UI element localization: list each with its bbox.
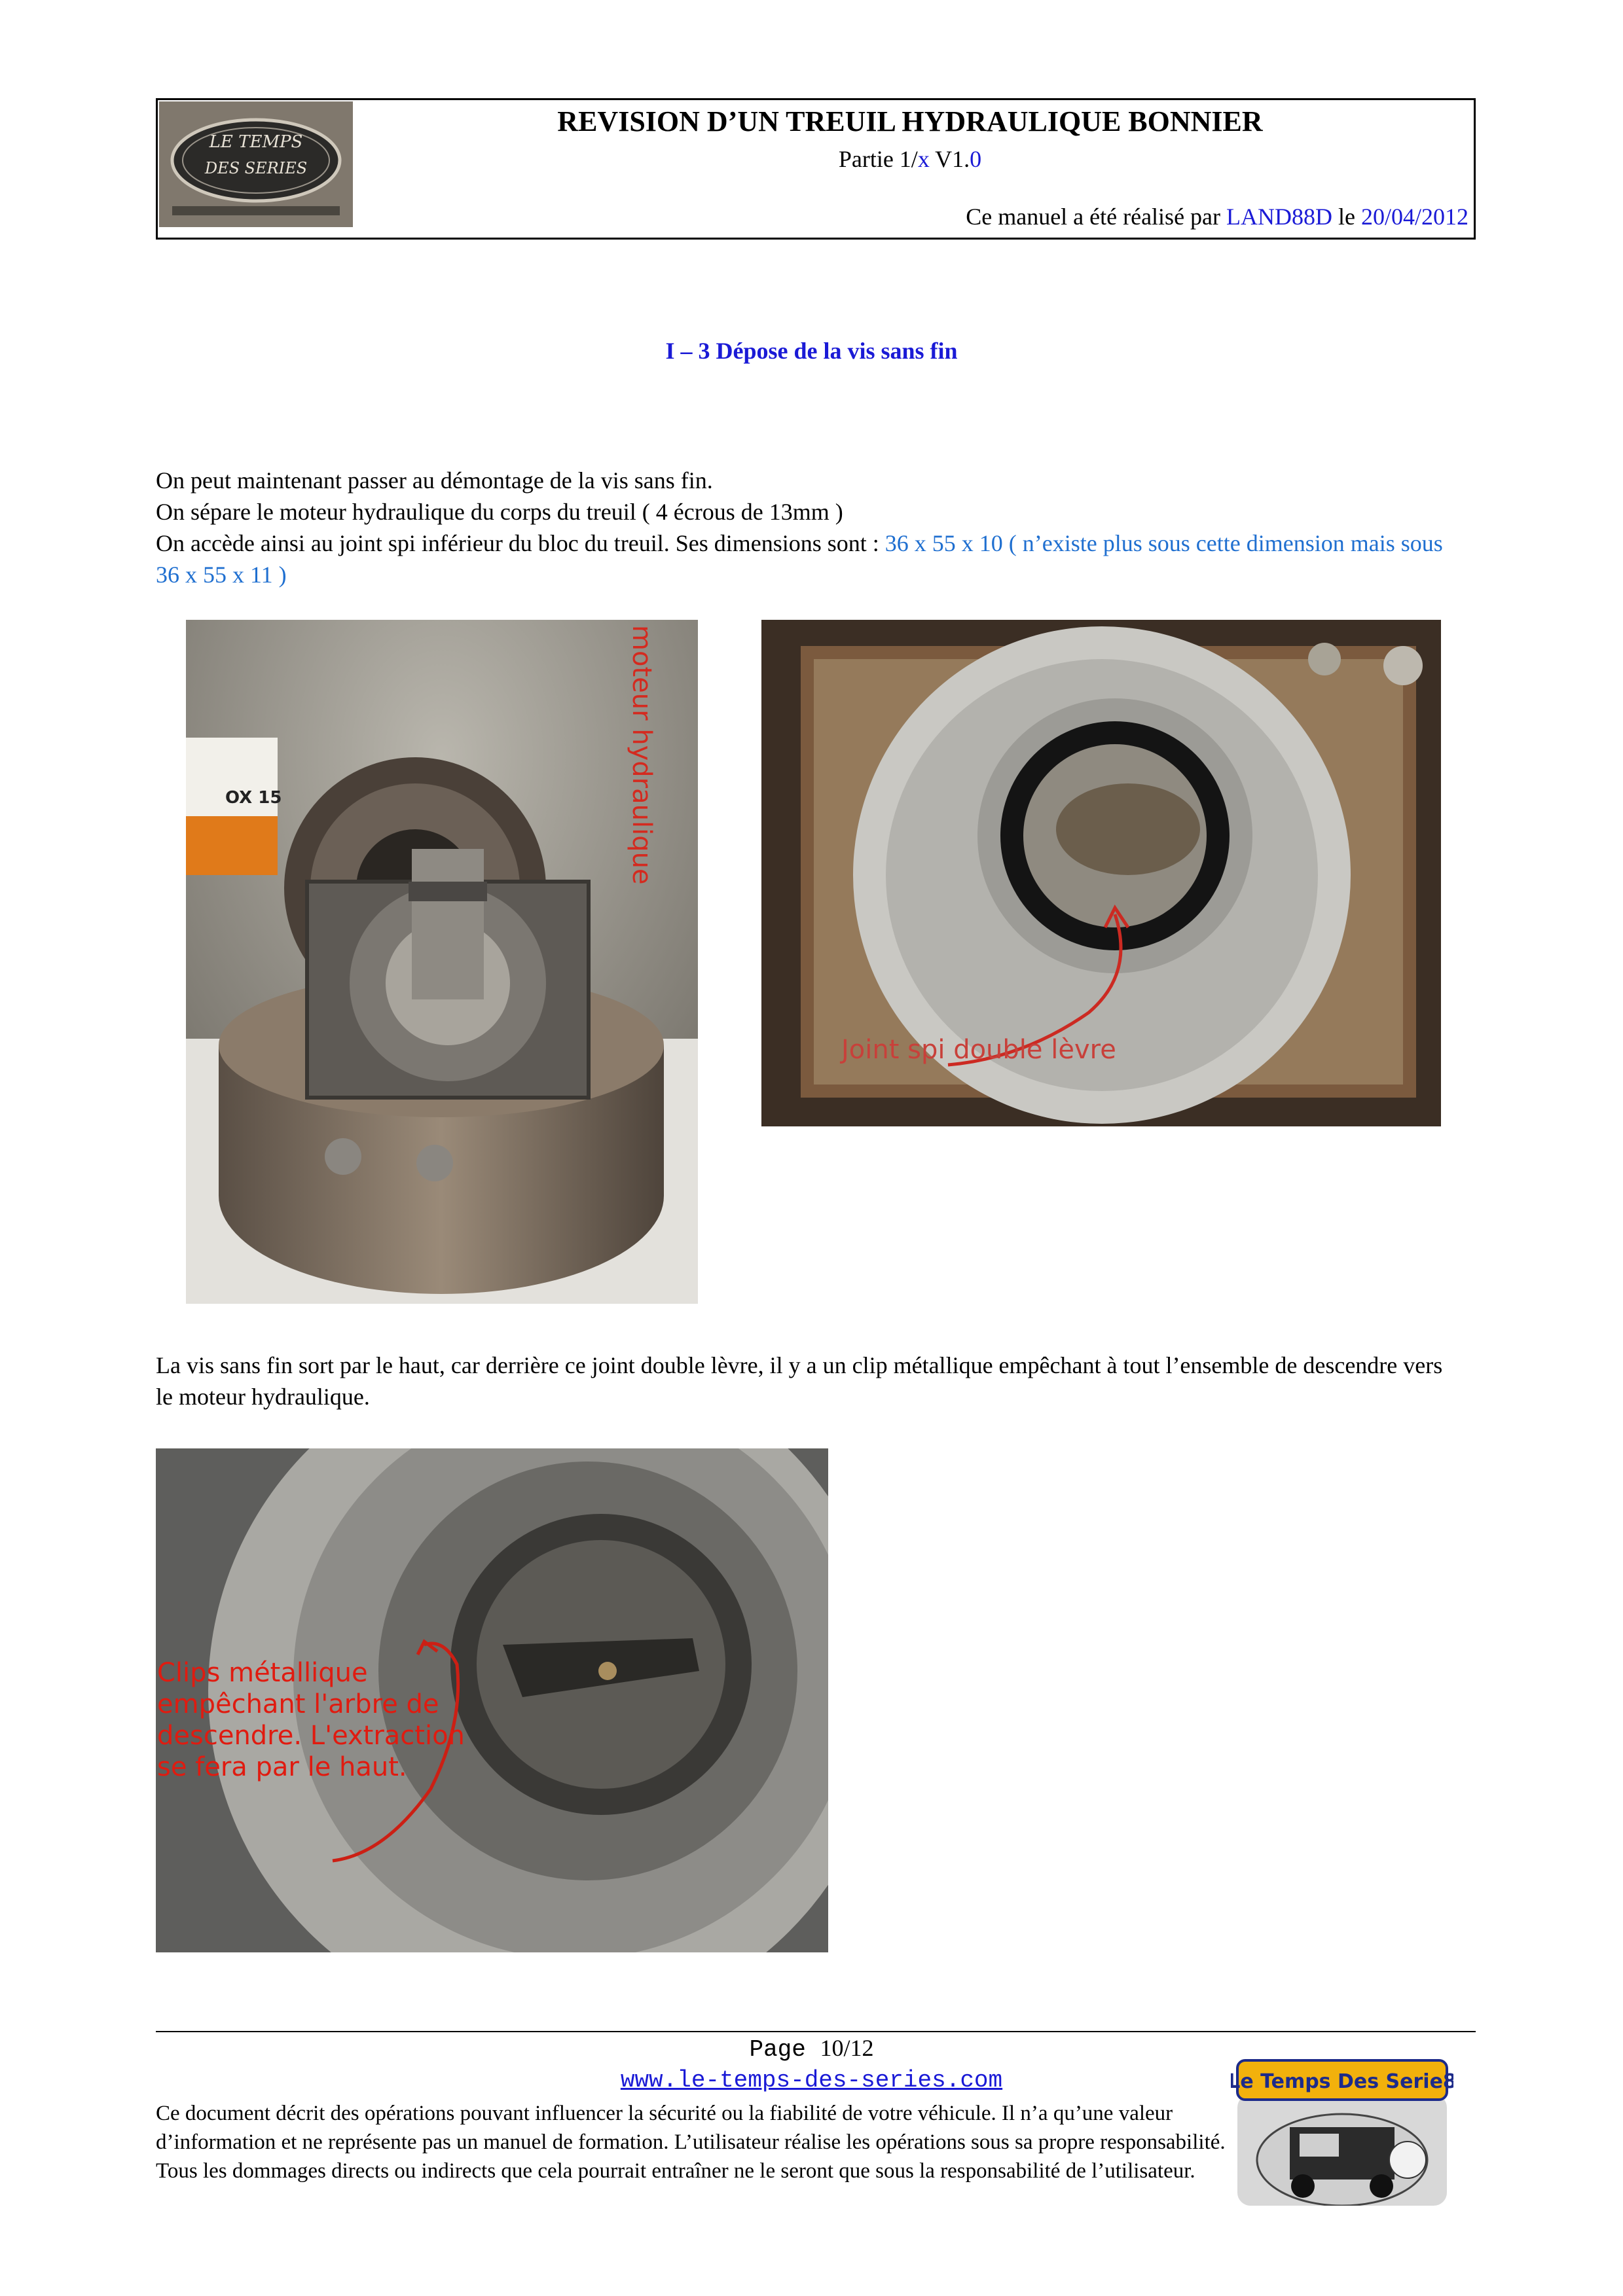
footer-logo <box>1231 2055 1453 2206</box>
intro-line-3 <box>156 528 1465 590</box>
author-name: LAND88D <box>1226 204 1332 230</box>
author-line <box>966 203 1468 230</box>
svg-text:LE TEMPS: LE TEMPS <box>209 132 303 152</box>
page-number-value: 10/12 <box>820 2035 874 2061</box>
page-label: Page <box>749 2036 820 2063</box>
footer-divider <box>156 2031 1476 2032</box>
seal-dimensions: 36 x 55 x 10 ( n’existe plus sous cette dimension mais sous 36 x 55 x 11 ) <box>156 530 1443 588</box>
site-logo <box>159 101 353 227</box>
disclaimer: Ce document décrit des opérations pouvant influencer la sécurité ou la fiabilité de votre véhicule. Il n’a qu’une valeur d’information et ne représente pas un manuel de formation. L’utilisateur réalise les opérations sous sa propre responsabilité. Tous les dommages directs ou indirects que cela pourrait entraîner ne le seront que sous la responsabilité de l’utilisateur. <box>156 2102 1226 2183</box>
author-date: 20/04/2012 <box>1360 204 1468 230</box>
label-hydraulic-motor: moteur hydraulique <box>627 625 657 885</box>
part-prefix: Partie 1/ <box>838 146 918 172</box>
photo-hydraulic-motor <box>186 620 698 1304</box>
part-version-end: 0 <box>970 146 982 172</box>
intro-line-2: On sépare le moteur hydraulique du corps du treuil ( 4 écrous de 13mm ) <box>156 499 843 525</box>
label-metal-clip: Clips métallique empêchant l'arbre de descendre. L'extraction se fera par le haut. <box>157 1658 465 1782</box>
intro-line-1: On peut maintenant passer au démontage de la vis sans fin. <box>156 467 713 493</box>
label-oil-seal: Joint spi double lèvre <box>841 1035 1116 1065</box>
website-link[interactable]: www.le-temps-des-series.com <box>620 2067 1003 2094</box>
svg-text:OX 15: OX 15 <box>225 788 282 808</box>
author-prefix: Ce manuel a été réalisé par <box>966 204 1227 230</box>
author-mid: le <box>1332 204 1361 230</box>
intro-paragraph <box>156 465 1465 590</box>
extraction-paragraph: La vis sans fin sort par le haut, car derrière ce joint double lèvre, il y a un clip métallique empêchant à tout l’ensemble de descendre vers le moteur hydraulique. <box>156 1352 1443 1410</box>
svg-text:Le Temps Des Serie8: Le Temps Des Serie8 <box>1231 2070 1453 2093</box>
intro-line-3-text: On accède ainsi au joint spi inférieur du bloc du treuil. Ses dimensions sont : <box>156 530 885 556</box>
svg-text:DES SERIES: DES SERIES <box>204 159 308 177</box>
section-title: I – 3 Dépose de la vis sans fin <box>665 338 958 364</box>
document-part <box>354 145 1467 173</box>
part-x: x <box>917 146 930 172</box>
part-version: V1. <box>929 146 970 172</box>
document-title: REVISION D’UN TREUIL HYDRAULIQUE BONNIER <box>557 105 1263 137</box>
